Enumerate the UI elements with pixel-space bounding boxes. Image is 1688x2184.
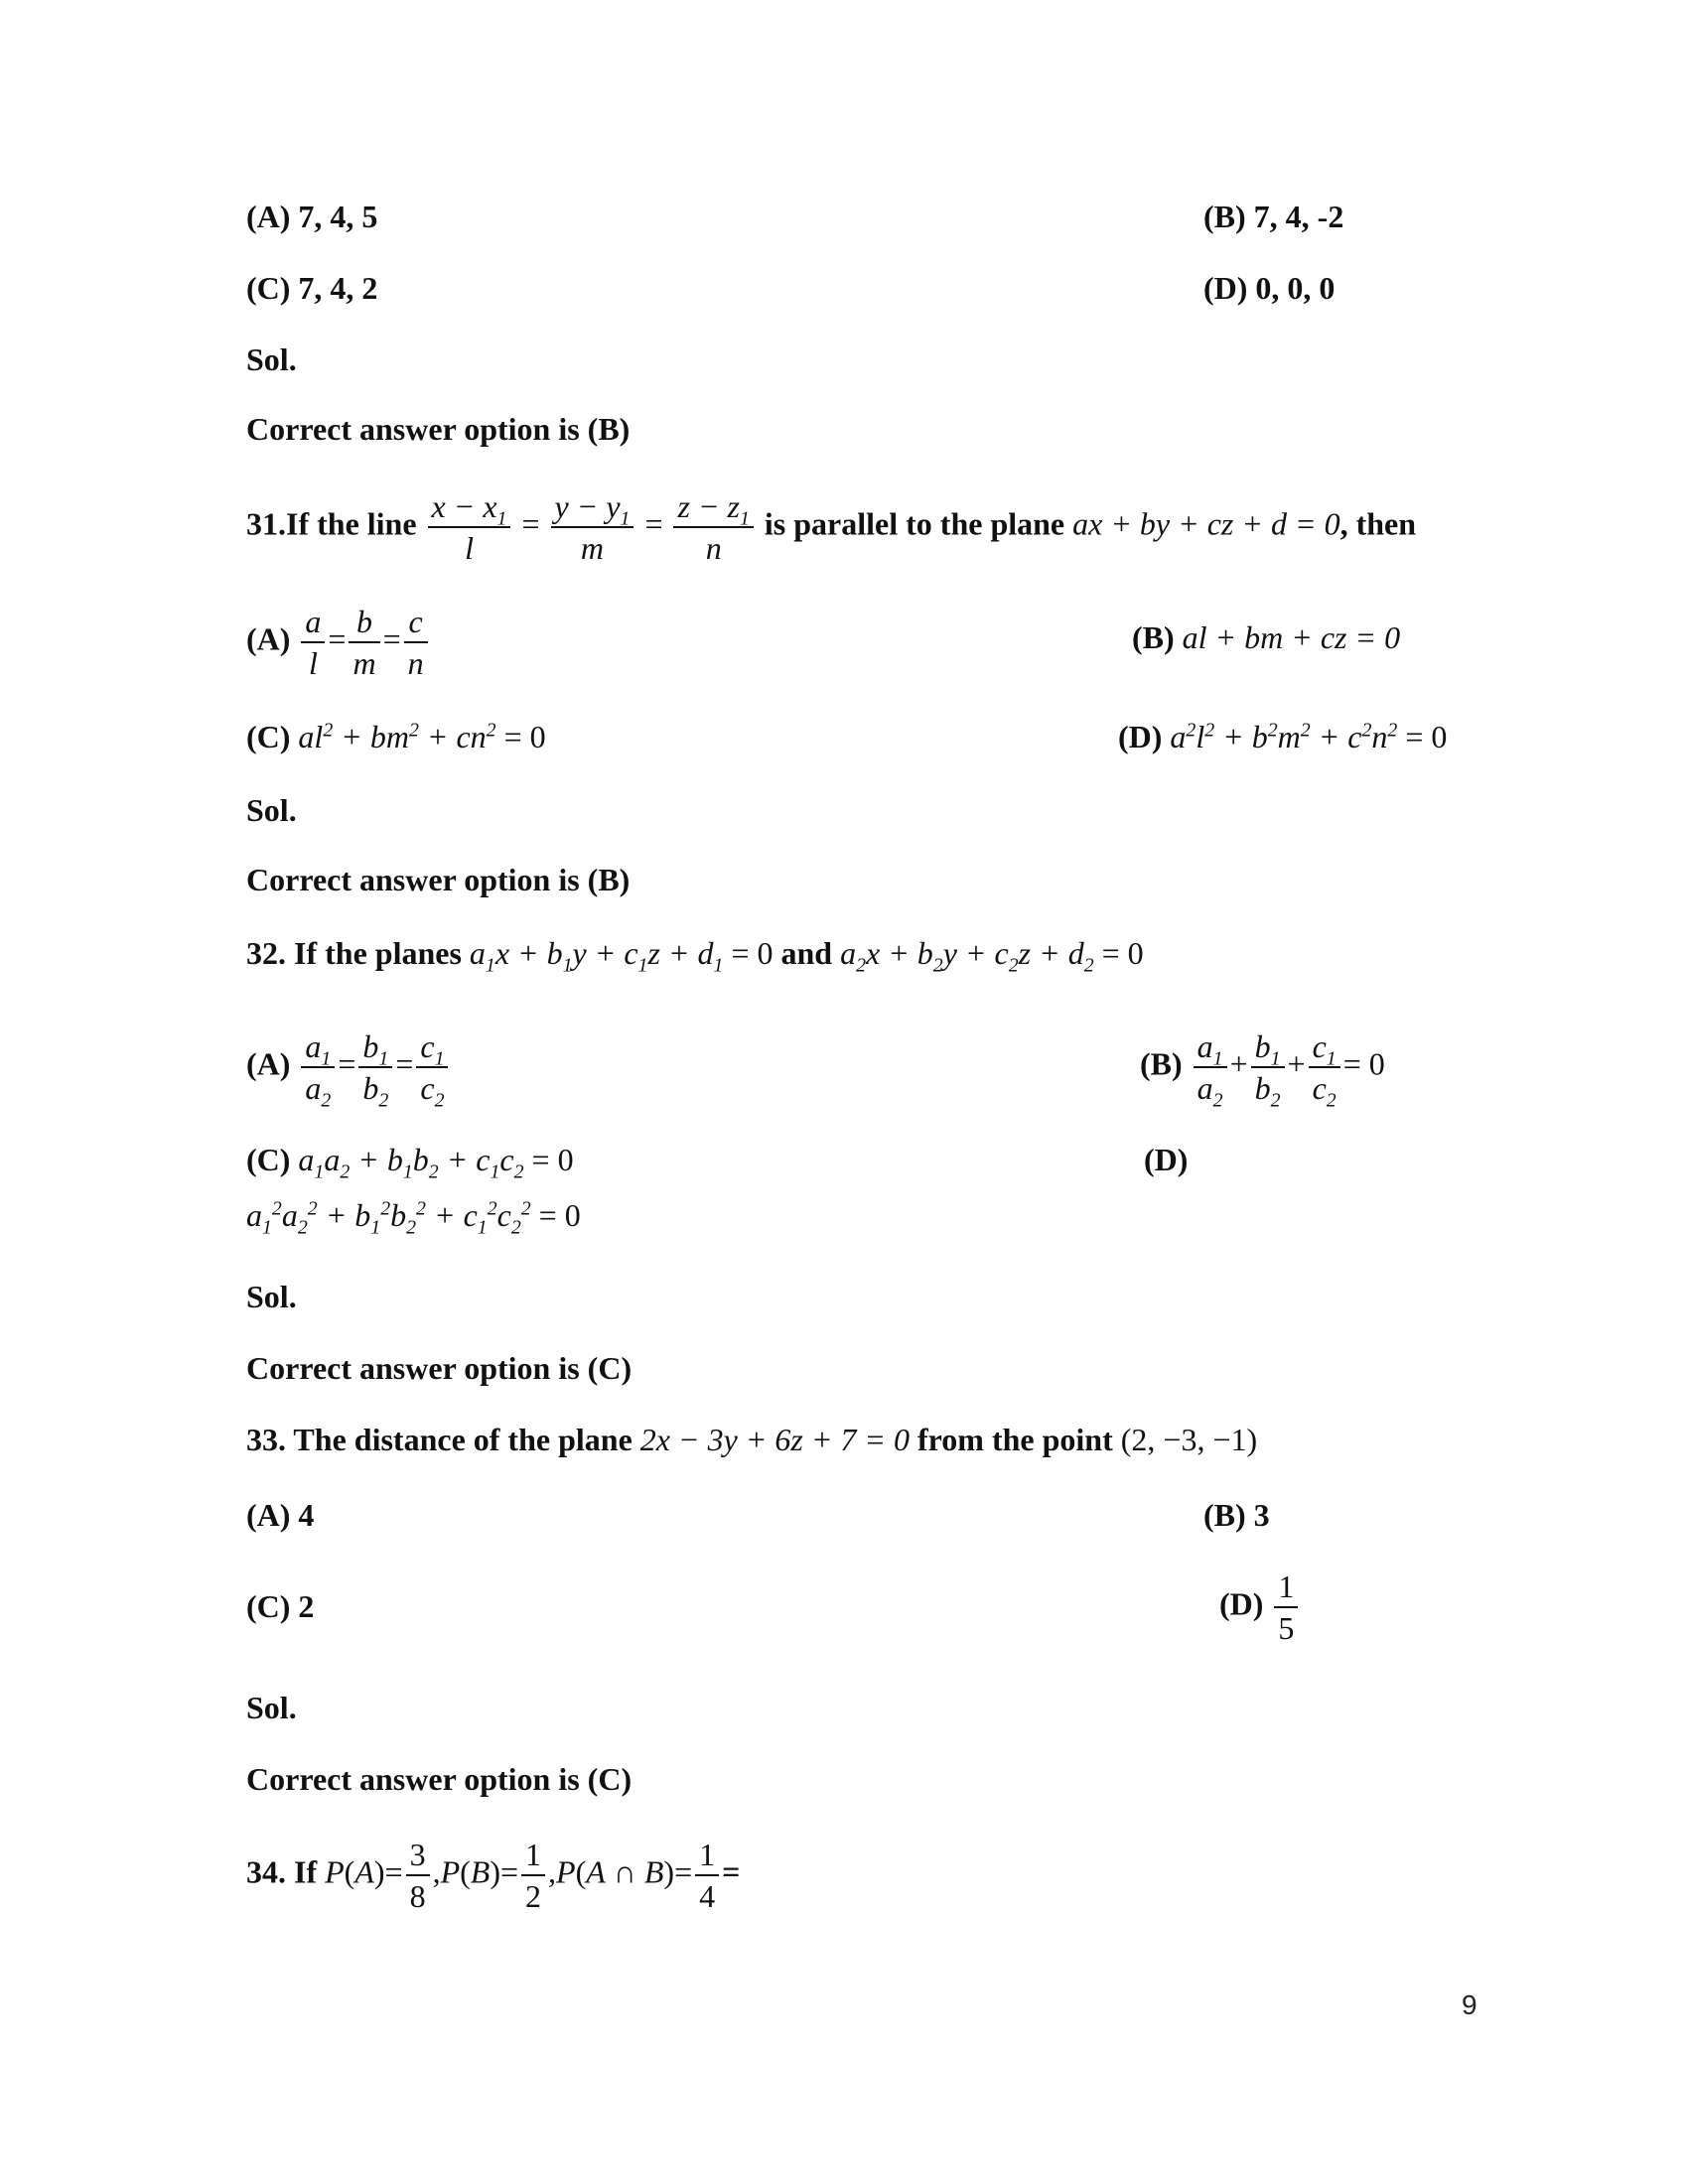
q32-option-a: (A) $\frac{a_1}{a_2}$ = $\frac{b_1}{b_2}$ = $\frac{c_1}{c_2}$ [246, 1026, 451, 1108]
q34-question: 34. If P(A)= $\frac{3}{8}$ ,P(B)= $\frac{1}{2}$ ,P(A ∩ B)= $\frac{1}{4}$ = [246, 1837, 741, 1914]
q33-sol: Sol. [246, 1690, 297, 1725]
q32-sol: Sol. [246, 1279, 297, 1314]
q31-suffix: , then [1339, 505, 1417, 542]
q33-option-d: (D) $\frac{1}{5}$ [1219, 1567, 1301, 1648]
q32-option-d-label: (D) [1144, 1142, 1189, 1177]
q33-mid: from the point [917, 1422, 1113, 1457]
q30-option-d: (D) 0, 0, 0 [1203, 270, 1336, 306]
q32-option-a-label: (A) [246, 1045, 291, 1082]
q32-question: 32. If the planes $a_1x + b_1y + c_1z + d_1 = 0$ and $a_2x + b_2y + c_2z + d_2 = 0$ [246, 935, 1144, 977]
q30-option-c: (C) 7, 4, 2 [246, 270, 378, 306]
q30-option-a: (A) 7, 4, 5 [246, 199, 378, 234]
q32-option-c: (C) $a_1a_2 + b_1b_2 + c_1c_2 = 0$ [246, 1142, 574, 1183]
q33-option-b: (B) 3 [1203, 1497, 1270, 1533]
q31-answer: Correct answer option is (B) [246, 862, 631, 897]
q32-option-b-label: (B) [1140, 1045, 1183, 1082]
q31-frac-z: $\frac{z - z_1}{n}$ [673, 486, 753, 568]
q33-point: (2, −3, −1) [1120, 1422, 1258, 1457]
q31-option-b [1132, 617, 1400, 657]
q31-option-c: (C) $al^2 + bm^2 + cn^2 = 0$ [246, 719, 546, 754]
q33-option-c: (C) 2 [246, 1588, 315, 1624]
q31-frac-x: $\frac{x - x_1}{l}$ [428, 486, 511, 568]
q31-frac-y: $\frac{y - y_1}{m}$ [551, 486, 634, 568]
q31-option-a-label: (A) [246, 620, 291, 657]
q31-plane: ax + by + cz + d = 0 [1072, 505, 1340, 542]
q31-sol: Sol. [246, 792, 297, 828]
q33-plane: 2x − 3y + 6z + 7 = 0 [639, 1422, 910, 1457]
q31-option-d-label: (D) [1118, 719, 1163, 754]
q30-sol: Sol. [246, 341, 297, 377]
q32-option-c-label: (C) [246, 1142, 291, 1177]
q31-option-b-label: (B) [1132, 619, 1175, 655]
q31-option-d: (D) $a^2l^2 + b^2m^2 + c^2n^2 = 0$ [1118, 719, 1448, 754]
q30-option-b: (B) 7, 4, -2 [1203, 199, 1344, 234]
q34-prefix: 34. If [246, 1853, 318, 1890]
q32-and: and [780, 935, 833, 971]
q31-option-c-label: (C) [246, 719, 291, 754]
q32-prefix: 32. If the planes [246, 935, 462, 971]
q31-option-b-expr: al + bm + cz = 0 [1182, 619, 1401, 655]
q32-option-b: (B) $\frac{a_1}{a_2}$ + $\frac{b_1}{b_2}$ + $\frac{c_1}{c_2}$ = 0 [1140, 1028, 1385, 1112]
q30-answer: Correct answer option is (B) [246, 411, 631, 447]
q33-option-d-label: (D) [1219, 1585, 1264, 1622]
q32-option-d-expr: $a_1^2a_2^2 + b_1^2b_2^2 + c_1^2c_2^2 = 0$ [246, 1197, 581, 1239]
q31-mid: is parallel to the plane [764, 505, 1065, 542]
q31-option-a: (A) $\frac{a}{l}$ = $\frac{b}{m}$ = $\frac{c}{n}$ [246, 602, 431, 683]
q33-question [246, 1420, 1257, 1459]
q33-prefix: 33. The distance of the plane [246, 1422, 633, 1457]
q33-option-a: (A) 4 [246, 1497, 315, 1533]
q33-answer: Correct answer option is (C) [246, 1761, 633, 1797]
page-number: 9 [1462, 1989, 1477, 2020]
q32-answer: Correct answer option is (C) [246, 1350, 633, 1386]
q31-prefix: 31.If the line [246, 505, 417, 542]
q31-question: 31.If the line $\frac{x - x_1}{l}$ = $\frac{y - y_1}{m}$ = $\frac{z - z_1}{n}$ is parallel to the plane ax + by + cz + d = 0, then [246, 488, 1417, 566]
